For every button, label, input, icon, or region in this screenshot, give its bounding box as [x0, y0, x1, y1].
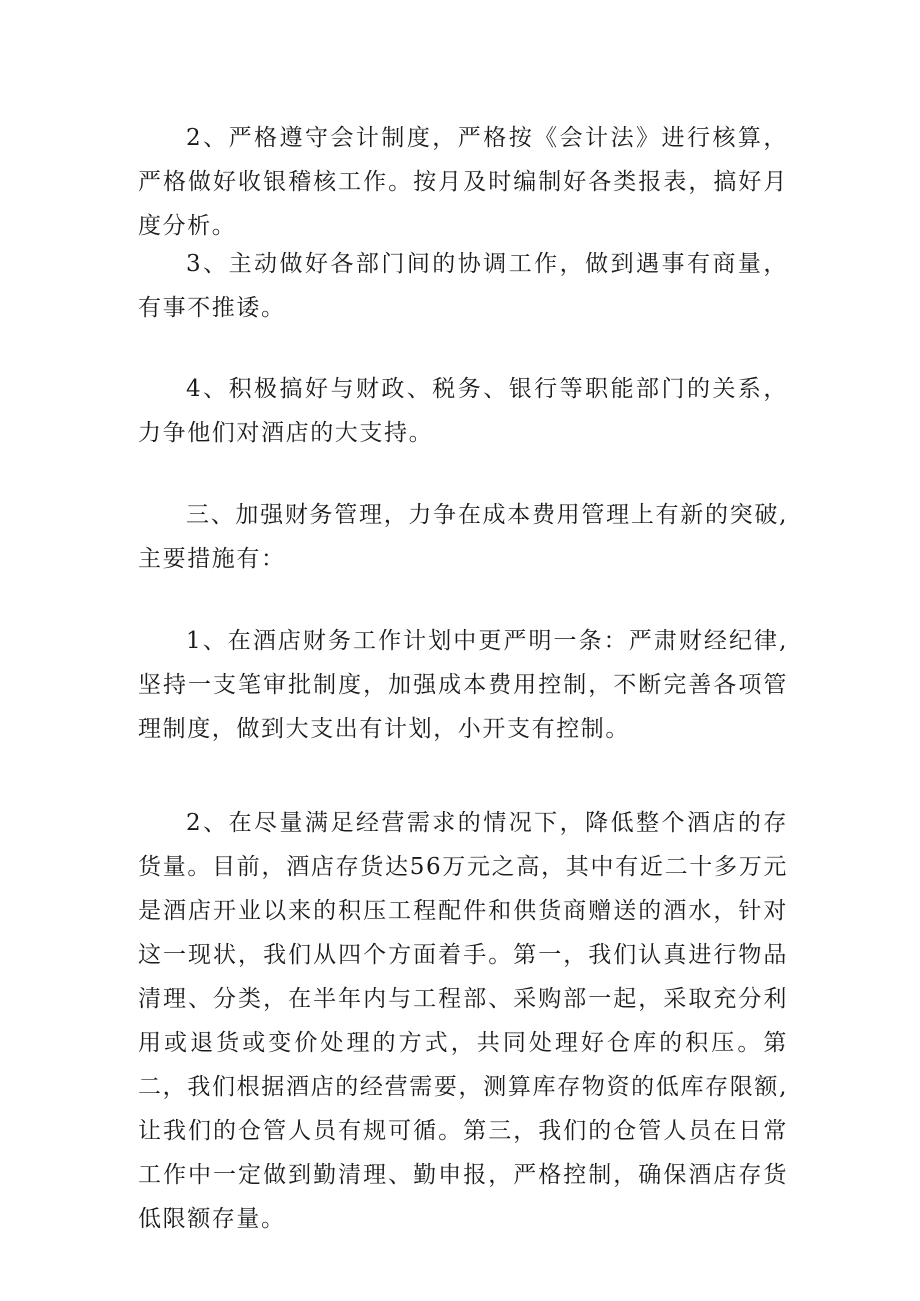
paragraph-measure-inventory: 2、在尽量满足经营需求的情况下，降低整个酒店的存货量。目前，酒店存货达56万元之高，其中有近二十多万元是酒店开业以来的积压工程配件和供货商赠送的酒水，针对这一现状，我们从四个方面着手。第一，我们认真进行物品清理、分类，在半年内与工程部、采购部一起，采取充分利用或退货或变价处理的方式，共同处理好仓库的积压。第二，我们根据酒店的经营需要，测算库存物资的低库存限额,让我们的仓管人员有规可循。第三，我们的仓管人员在日常工作中一定做到勤清理、勤申报，严格控制，确保酒店存货低限额存量。	[138, 810, 788, 1232]
paragraph-external-relations: 4、积极搞好与财政、税务、银行等职能部门的关系，力争他们对酒店的大支持。	[138, 376, 788, 446]
paragraph-accounting-rules: 2、严格遵守会计制度，严格按《会计法》进行核算，严格做好收银稽核工作。按月及时编制好各类报表，搞好月度分析。	[138, 125, 788, 239]
paragraph-measure-approval: 1、在酒店财务工作计划中更严明一条：严肃财经纪律,坚持一支笔审批制度，加强成本费用控制，不断完善各项管理制度，做到大支出有计划，小开支有控制。	[138, 628, 788, 742]
paragraph-department-coordination: 3、主动做好各部门间的协调工作，做到遇事有商量，有事不推诿。	[138, 251, 788, 321]
section-heading-financial-management: 三、加强财务管理，力争在成本费用管理上有新的突破,主要措施有：	[138, 502, 788, 572]
